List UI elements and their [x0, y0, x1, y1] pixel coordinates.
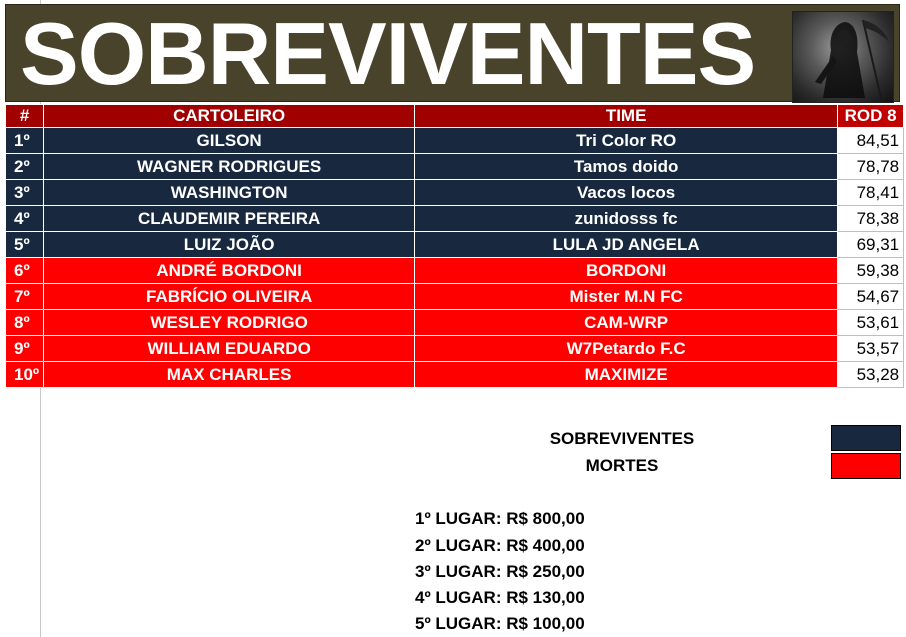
prize-line: 3º LUGAR: R$ 250,00	[415, 562, 585, 581]
player-cell: LUIZ JOÃO	[44, 232, 415, 258]
player-cell: FABRÍCIO OLIVEIRA	[44, 284, 415, 310]
col-header-player: CARTOLEIRO	[44, 105, 415, 128]
rank-cell: 1º	[6, 128, 44, 154]
score-cell: 78,41	[838, 180, 904, 206]
rank-cell: 6º	[6, 258, 44, 284]
player-cell: WESLEY RODRIGO	[44, 310, 415, 336]
team-cell: W7Petardo F.C	[415, 336, 838, 362]
team-cell: LULA JD ANGELA	[415, 232, 838, 258]
team-cell: Tamos doido	[415, 154, 838, 180]
score-cell: 53,61	[838, 310, 904, 336]
table-row	[6, 284, 904, 310]
rank-cell: 5º	[6, 232, 44, 258]
score-cell: 78,38	[838, 206, 904, 232]
rank-cell: 8º	[6, 310, 44, 336]
team-cell: zunidosss fc	[415, 206, 838, 232]
table-row	[6, 310, 904, 336]
legend-survivors-label: SOBREVIVENTES	[549, 429, 695, 448]
grim-reaper-image	[792, 11, 894, 103]
score-cell: 78,78	[838, 154, 904, 180]
rank-cell: 9º	[6, 336, 44, 362]
table-row	[6, 206, 904, 232]
table-row	[6, 258, 904, 284]
prize-line: 4º LUGAR: R$ 130,00	[415, 588, 585, 607]
table-row	[6, 362, 904, 388]
team-cell: MAXIMIZE	[415, 362, 838, 388]
score-cell: 54,67	[838, 284, 904, 310]
page-title: SOBREVIVENTES	[20, 4, 756, 103]
team-cell: Tri Color RO	[415, 128, 838, 154]
player-cell: ANDRÉ BORDONI	[44, 258, 415, 284]
player-cell: WILLIAM EDUARDO	[44, 336, 415, 362]
table-row	[6, 180, 904, 206]
legend-deaths-label: MORTES	[585, 456, 659, 475]
ranking-table	[5, 104, 904, 388]
legend-survivors-swatch	[831, 425, 901, 451]
player-cell: GILSON	[44, 128, 415, 154]
legend-deaths-swatch	[831, 453, 901, 479]
team-cell: CAM-WRP	[415, 310, 838, 336]
player-cell: CLAUDEMIR PEREIRA	[44, 206, 415, 232]
col-header-round: ROD 8	[838, 105, 904, 128]
score-cell: 69,31	[838, 232, 904, 258]
col-header-rank: #	[6, 105, 44, 128]
score-cell: 53,57	[838, 336, 904, 362]
score-cell: 84,51	[838, 128, 904, 154]
title-banner	[5, 4, 900, 102]
prize-line: 2º LUGAR: R$ 400,00	[415, 536, 585, 555]
table-row	[6, 154, 904, 180]
table-row	[6, 336, 904, 362]
grim-reaper-icon	[793, 12, 893, 102]
team-cell: Mister M.N FC	[415, 284, 838, 310]
table-row	[6, 232, 904, 258]
col-header-team: TIME	[415, 105, 838, 128]
table-row	[6, 128, 904, 154]
rank-cell: 2º	[6, 154, 44, 180]
prize-line: 1º LUGAR: R$ 800,00	[415, 509, 585, 528]
rank-cell: 4º	[6, 206, 44, 232]
prize-line: 5º LUGAR: R$ 100,00	[415, 614, 585, 633]
score-cell: 53,28	[838, 362, 904, 388]
rank-cell: 7º	[6, 284, 44, 310]
player-cell: MAX CHARLES	[44, 362, 415, 388]
score-cell: 59,38	[838, 258, 904, 284]
rank-cell: 3º	[6, 180, 44, 206]
rank-cell: 10º	[6, 362, 44, 388]
team-cell: Vacos locos	[415, 180, 838, 206]
team-cell: BORDONI	[415, 258, 838, 284]
player-cell: WASHINGTON	[44, 180, 415, 206]
player-cell: WAGNER RODRIGUES	[44, 154, 415, 180]
table-header-row	[6, 105, 904, 128]
